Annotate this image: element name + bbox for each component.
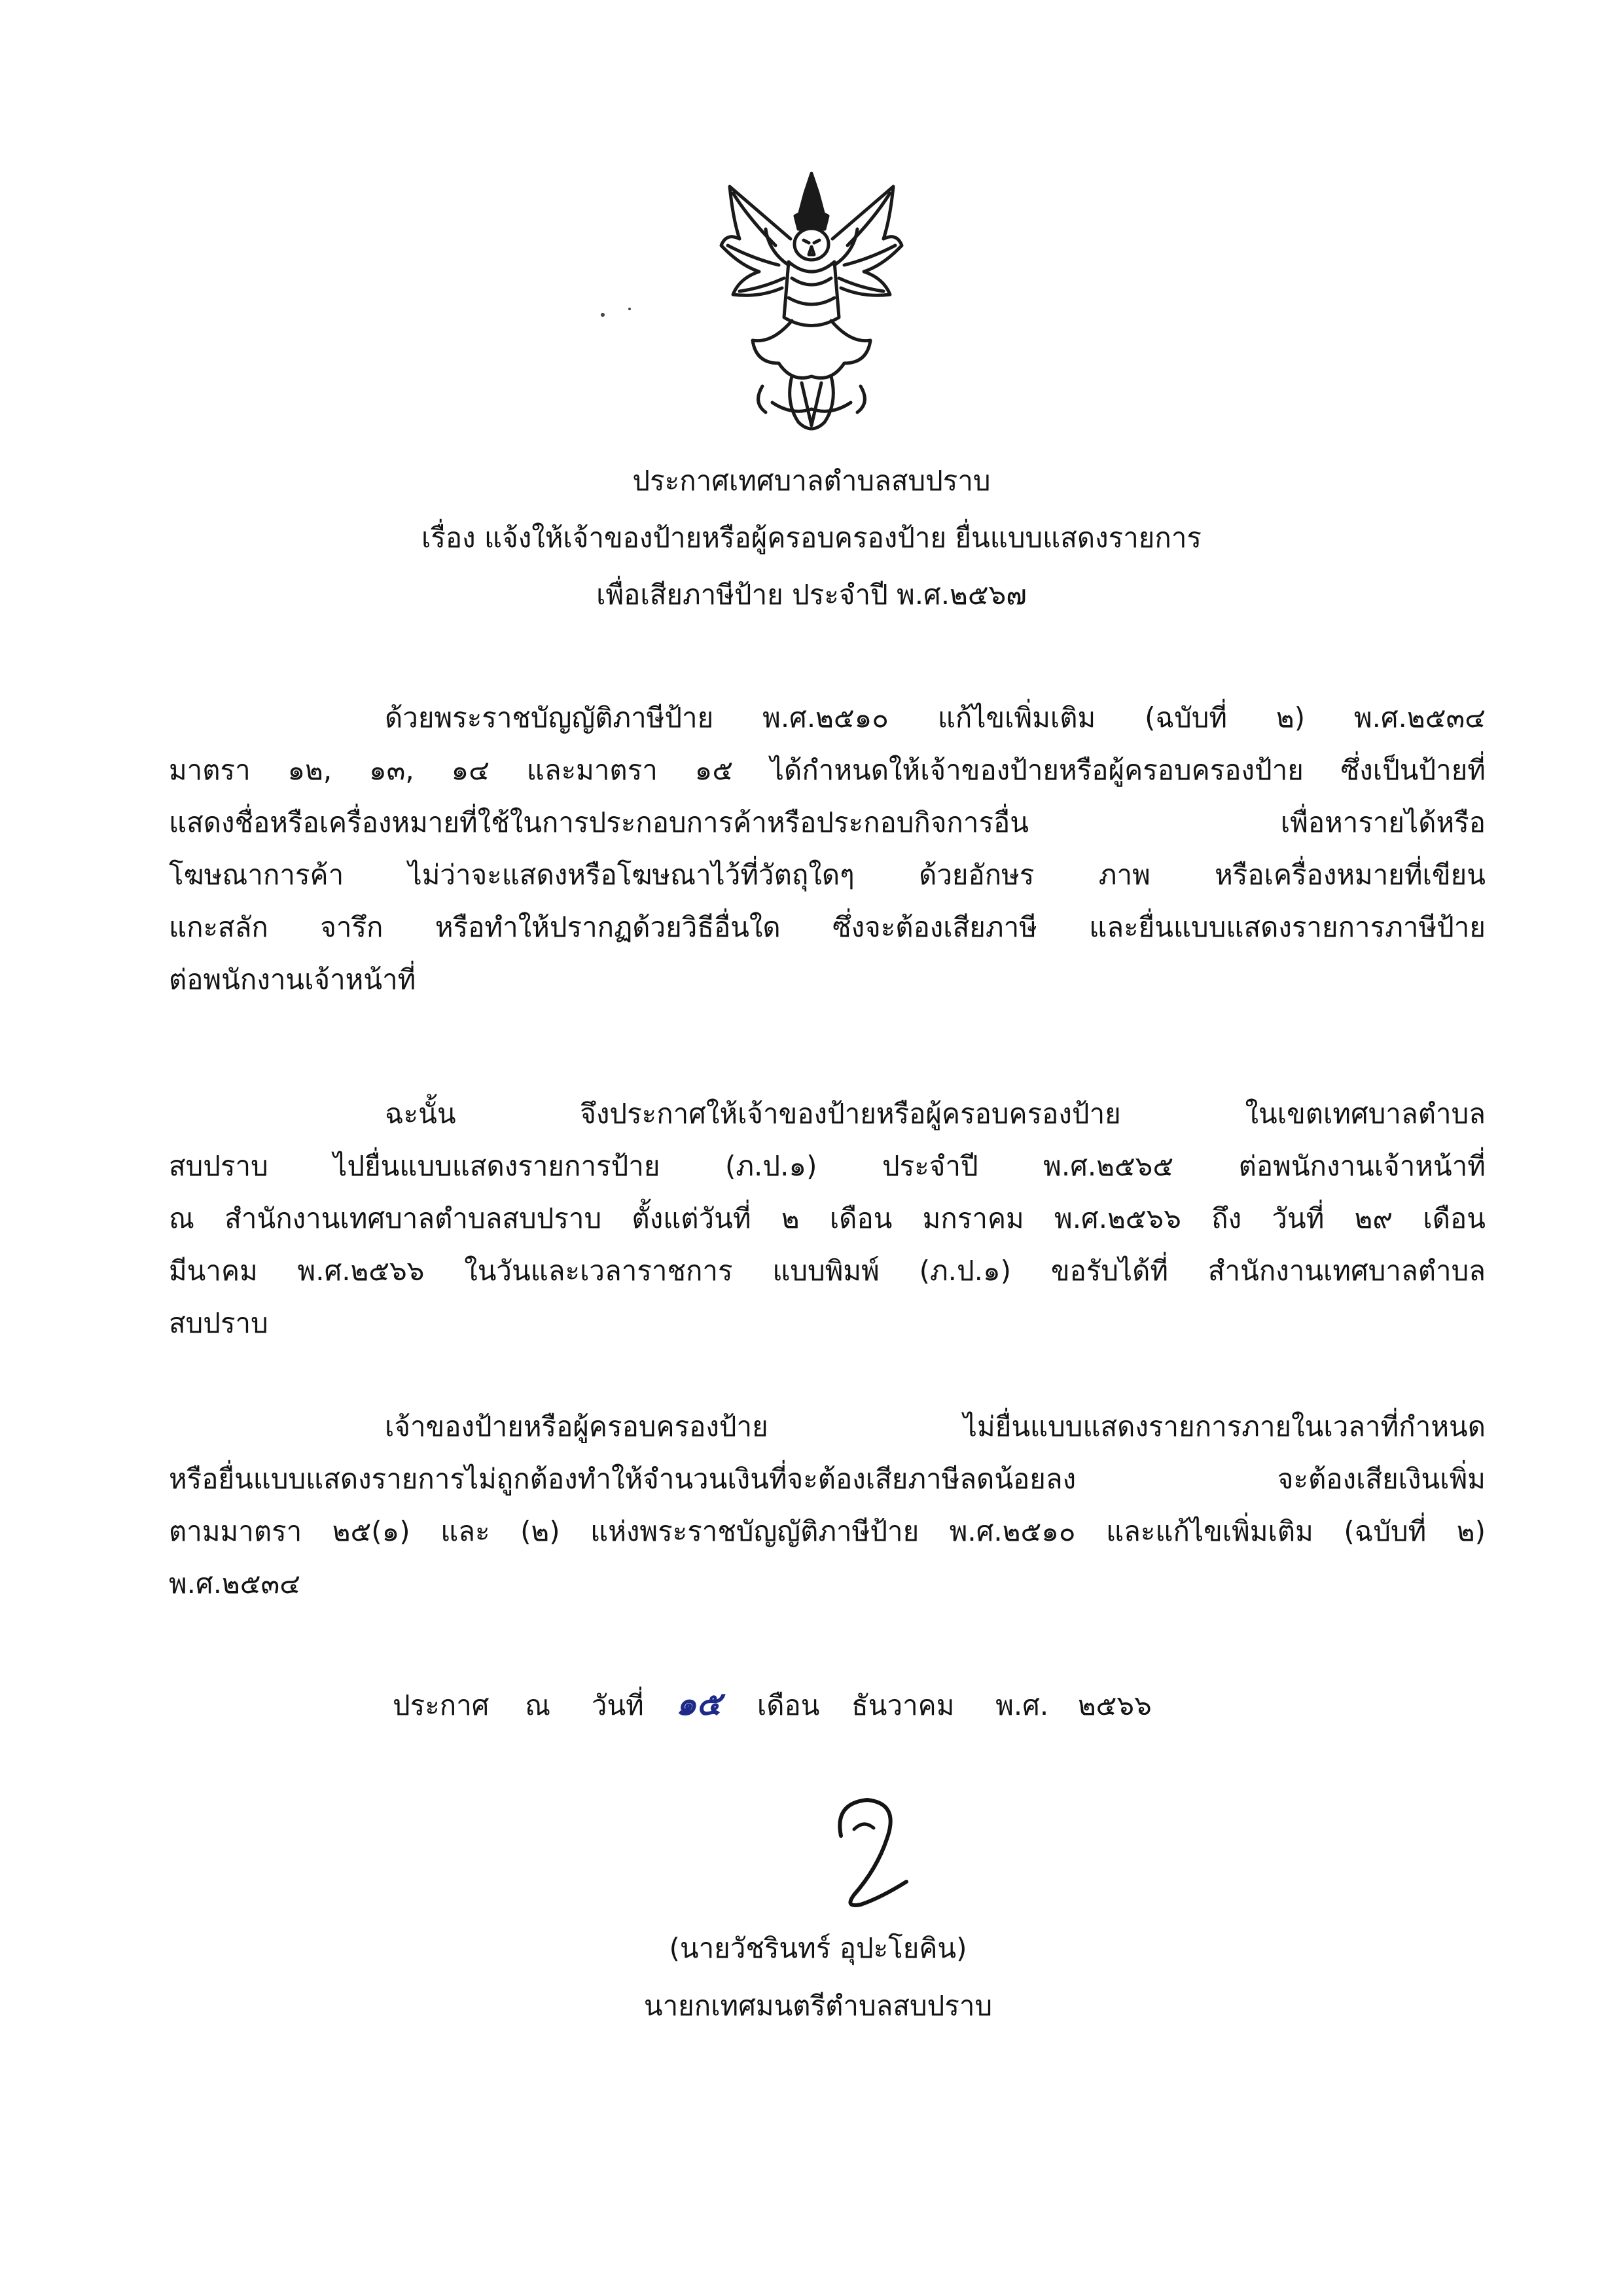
paragraph-3-line: เจ้าของป้ายหรือผู้ครอบครองป้าย ไม่ยื่นแบบแสดงรายการภายในเวลาที่กำหนด xyxy=(385,1410,1486,1443)
garuda-emblem-icon xyxy=(713,167,910,442)
paragraph-2-line: มีนาคม พ.ศ.๒๕๖๖ ในวันและเวลาราชการ แบบพิมพ์ (ภ.ป.๑) ขอรับได้ที่ สำนักงานเทศบาลตำบล xyxy=(169,1255,1486,1287)
paragraph-2-line: สบปราบ ไปยื่นแบบแสดงรายการป้าย (ภ.ป.๑) ประจำปี พ.ศ.๒๕๖๕ ต่อพนักงานเจ้าหน้าที่ xyxy=(169,1150,1486,1182)
paragraph-3-line: ตามมาตรา ๒๕(๑) และ (๒) แห่งพระราชบัญญัติภาษีป้าย พ.ศ.๒๕๑๐ และแก้ไขเพิ่มเติม (ฉบับที่ ๒) xyxy=(169,1515,1486,1547)
paragraph-1-line: แกะสลัก จารึก หรือทำให้ปรากฏด้วยวิธีอื่นใด ซึ่งจะต้องเสียภาษี และยื่นแบบแสดงรายการภาษีป้าย xyxy=(169,911,1486,943)
announcement-subject: เรื่อง แจ้งให้เจ้าของป้ายหรือผู้ครอบครองป้าย ยื่นแบบแสดงรายการ xyxy=(421,522,1202,554)
date-year-label: พ.ศ. xyxy=(995,1689,1049,1721)
date-day-label: วันที่ xyxy=(591,1689,644,1721)
signature-icon xyxy=(815,1790,919,1914)
signatory-name: (นายวัชรินทร์ อุปะโยคิน) xyxy=(669,1932,967,1964)
paragraph-1-line: ต่อพนักงานเจ้าหน้าที่ xyxy=(169,963,416,996)
paragraph-3-line: หรือยื่นแบบแสดงรายการไม่ถูกต้องทำให้จำนวนเงินที่จะต้องเสียภาษีลดน้อยลง จะต้องเสียเงินเพิ่ม xyxy=(169,1463,1486,1495)
paragraph-3-line: พ.ศ.๒๕๓๔ xyxy=(169,1568,301,1600)
signatory-position: นายกเทศมนตรีตำบลสบปราบ xyxy=(643,1990,993,2022)
scan-speck xyxy=(601,313,605,317)
date-day-handwritten: ๑๕ xyxy=(675,1684,722,1723)
paragraph-2-line: ฉะนั้น จึงประกาศให้เจ้าของป้ายหรือผู้ครอบครองป้าย ในเขตเทศบาลตำบล xyxy=(385,1098,1486,1130)
date-at-label: ณ xyxy=(525,1689,551,1721)
paragraph-1-line: ด้วยพระราชบัญญัติภาษีป้าย พ.ศ.๒๕๑๐ แก้ไขเพิ่มเติม (ฉบับที่ ๒) พ.ศ.๒๕๓๔ xyxy=(385,702,1486,734)
paragraph-2-line: ณ สำนักงานเทศบาลตำบลสบปราบ ตั้งแต่วันที่ ๒ เดือน มกราคม พ.ศ.๒๕๖๖ ถึง วันที่ ๒๙ เดือน xyxy=(169,1202,1486,1234)
announcement-title: ประกาศเทศบาลตำบลสบปราบ xyxy=(632,465,991,497)
scan-speck xyxy=(628,308,631,310)
announcement-subject-continued: เพื่อเสียภาษีป้าย ประจำปี พ.ศ.๒๕๖๗ xyxy=(596,579,1027,611)
paragraph-1-line: แสดงชื่อหรือเครื่องหมายที่ใช้ในการประกอบการค้าหรือประกอบกิจการอื่น เพื่อหารายได้หรือ xyxy=(169,806,1486,838)
paragraph-1-line: โฆษณาการค้า ไม่ว่าจะแสดงหรือโฆษณาไว้ที่วัตถุใดๆ ด้วยอักษร ภาพ หรือเครื่องหมายที่เขียน xyxy=(169,859,1486,891)
date-month: ธันวาคม xyxy=(851,1689,955,1721)
date-year: ๒๕๖๖ xyxy=(1077,1689,1152,1721)
paragraph-1-line: มาตรา ๑๒, ๑๓, ๑๔ และมาตรา ๑๕ ได้กำหนดให้เจ้าของป้ายหรือผู้ครอบครองป้าย ซึ่งเป็นป้ายที่ xyxy=(169,754,1486,786)
paragraph-2-line: สบปราบ xyxy=(169,1307,268,1339)
date-announce-label: ประกาศ xyxy=(393,1689,490,1721)
announcement-date xyxy=(393,1684,1152,1725)
date-month-label: เดือน xyxy=(757,1689,820,1721)
